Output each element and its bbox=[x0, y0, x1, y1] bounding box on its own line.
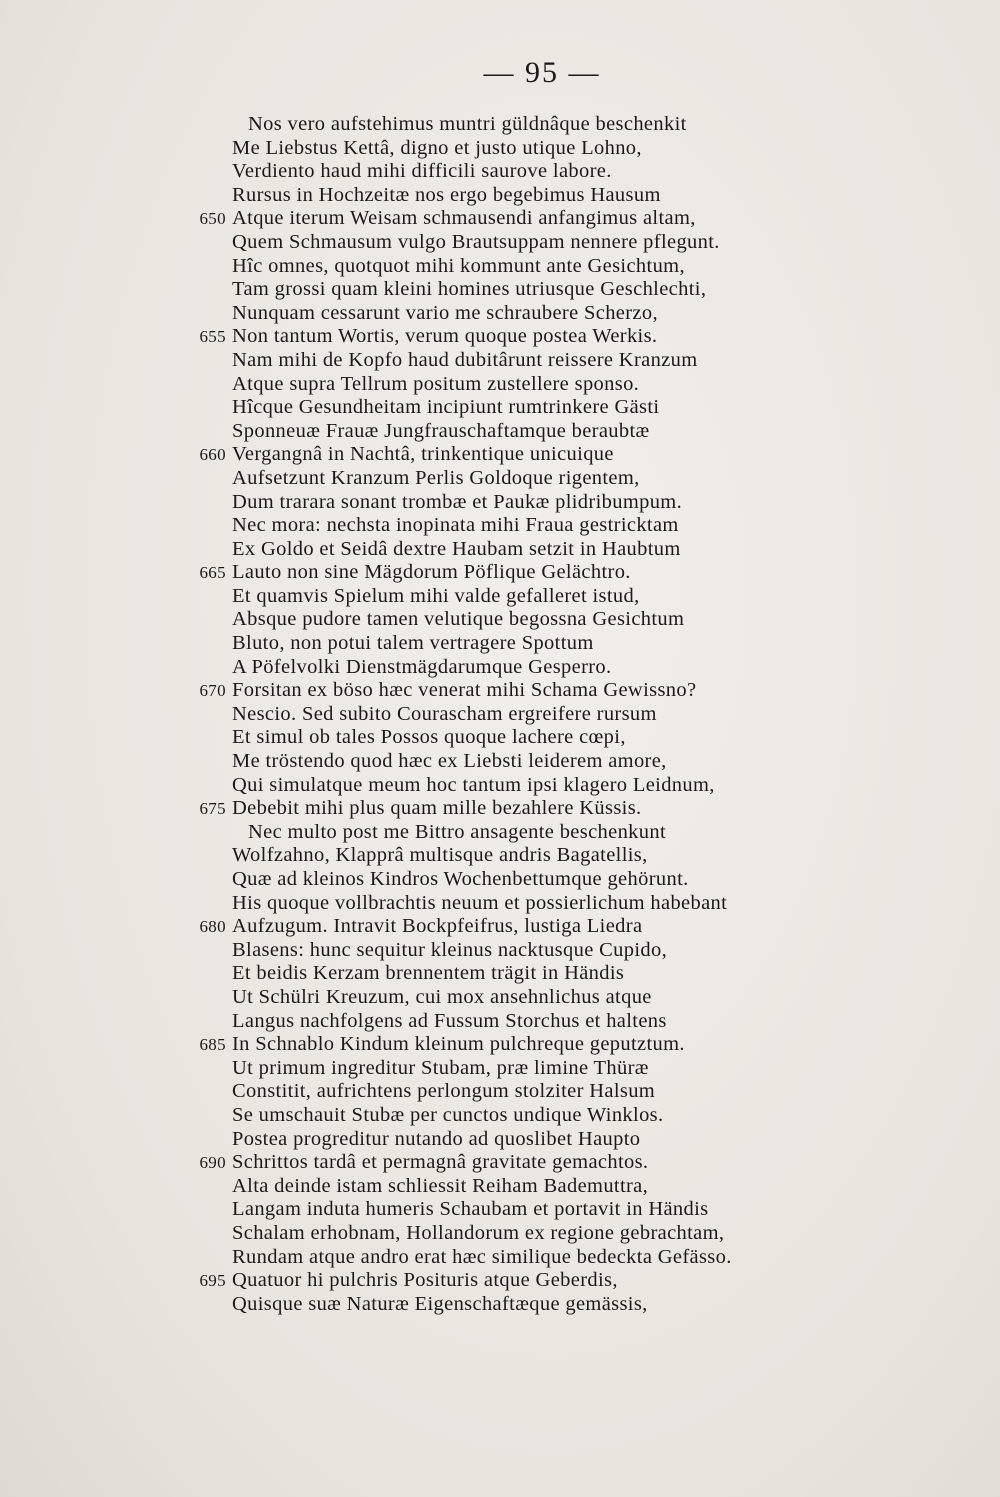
verse-text: Langus nachfolgens ad Fussum Storchus et haltens bbox=[232, 1009, 667, 1032]
poem-line bbox=[180, 160, 880, 184]
poem-line bbox=[180, 1293, 880, 1317]
poem-line bbox=[180, 538, 880, 562]
line-number: 665 bbox=[199, 563, 226, 583]
poem-line bbox=[180, 656, 880, 680]
verse-text: Ex Goldo et Seidâ dextre Haubam setzit in Haubtum bbox=[232, 537, 681, 560]
verse-text: Blasens: hunc sequitur kleinus nacktusque Cupido, bbox=[232, 938, 668, 961]
poem-line bbox=[180, 703, 880, 727]
verse-text: His quoque vollbrachtis neuum et possierlichum habebant bbox=[232, 891, 728, 914]
poem-line bbox=[180, 915, 880, 939]
verse-text: Nunquam cessarunt vario me schraubere Scherzo, bbox=[232, 301, 658, 324]
verse-text: Schrittos tardâ et permagnâ gravitate gemachtos. bbox=[232, 1151, 649, 1174]
poem-line bbox=[180, 137, 880, 161]
poem-line bbox=[180, 1198, 880, 1222]
poem-line bbox=[180, 774, 880, 798]
line-number: 695 bbox=[199, 1271, 226, 1291]
line-number: 655 bbox=[199, 327, 226, 347]
poem-body bbox=[180, 113, 880, 1316]
poem-line bbox=[180, 1128, 880, 1152]
verse-text: Absque pudore tamen velutique begossna Gesichtum bbox=[232, 608, 685, 631]
poem-line bbox=[180, 255, 880, 279]
verse-text: Quem Schmausum vulgo Brautsuppam nennere pflegunt. bbox=[232, 230, 720, 253]
line-number: 670 bbox=[199, 681, 226, 701]
verse-text: Forsitan ex böso hæc venerat mihi Schama Gewissno? bbox=[232, 679, 697, 702]
verse-text: Quisque suæ Naturæ Eigenschaftæque gemässis, bbox=[232, 1292, 648, 1315]
poem-line bbox=[180, 1033, 880, 1057]
poem-line bbox=[180, 939, 880, 963]
line-number: 680 bbox=[199, 917, 226, 937]
poem-line bbox=[180, 207, 880, 231]
verse-text: Et simul ob tales Possos quoque lachere cœpi, bbox=[232, 726, 626, 749]
page-number: — 95 — bbox=[483, 56, 601, 89]
poem-line bbox=[180, 1246, 880, 1270]
verse-text: Sponneuæ Frauæ Jungfrauschaftamque beraubtæ bbox=[232, 419, 650, 442]
poem-line bbox=[180, 750, 880, 774]
poem-line bbox=[180, 491, 880, 515]
verse-text: Et beidis Kerzam brennentem trägit in Händis bbox=[232, 962, 625, 985]
poem-line bbox=[180, 844, 880, 868]
verse-text: Schalam erhobnam, Hollandorum ex regione gebrachtam, bbox=[232, 1221, 725, 1244]
poem-line bbox=[180, 113, 880, 137]
poem-line bbox=[180, 868, 880, 892]
poem-line bbox=[180, 420, 880, 444]
verse-text: Nos vero aufstehimus muntri güldnâque beschenkit bbox=[248, 113, 687, 135]
verse-text: Hîcque Gesundheitam incipiunt rumtrinkere Gästi bbox=[232, 396, 660, 419]
verse-text: Aufsetzunt Kranzum Perlis Goldoque rigentem, bbox=[232, 466, 640, 489]
poem-line bbox=[180, 231, 880, 255]
verse-text: Bluto, non potui talem vertragere Spottum bbox=[232, 632, 594, 655]
poem-line bbox=[180, 797, 880, 821]
poem-line bbox=[180, 1222, 880, 1246]
verse-text: Postea progreditur nutando ad quoslibet Haupto bbox=[232, 1127, 641, 1150]
poem-line bbox=[180, 1269, 880, 1293]
poem-line bbox=[180, 679, 880, 703]
verse-text: Constitit, aufrichtens perlongum stolziter Halsum bbox=[232, 1080, 656, 1103]
verse-text: Me Liebstus Kettâ, digno et justo utique Lohno, bbox=[232, 136, 642, 159]
verse-text: Tam grossi quam kleini homines utriusque Geschlechti, bbox=[232, 278, 707, 301]
poem-line bbox=[180, 443, 880, 467]
verse-text: Nam mihi de Kopfo haud dubitârunt reissere Kranzum bbox=[232, 348, 698, 371]
verse-text: Langam induta humeris Schaubam et portavit in Händis bbox=[232, 1198, 709, 1221]
poem-line bbox=[180, 184, 880, 208]
poem-line bbox=[180, 585, 880, 609]
poem-line bbox=[180, 1080, 880, 1104]
poem-line bbox=[180, 892, 880, 916]
verse-text: Rundam atque andro erat hæc similique bedeckta Gefässo. bbox=[232, 1245, 732, 1268]
verse-text: Lauto non sine Mägdorum Pöflique Gelächtro. bbox=[232, 561, 631, 584]
poem-line bbox=[180, 1057, 880, 1081]
poem-line bbox=[180, 821, 880, 845]
verse-text: Debebit mihi plus quam mille bezahlere Küssis. bbox=[232, 797, 642, 820]
poem-line bbox=[180, 726, 880, 750]
line-number: 675 bbox=[199, 799, 226, 819]
poem-line bbox=[180, 632, 880, 656]
poem-line bbox=[180, 396, 880, 420]
verse-text: Alta deinde istam schliessit Reiham Bademuttra, bbox=[232, 1174, 649, 1197]
verse-text: Verdiento haud mihi difficili saurove labore. bbox=[232, 160, 612, 183]
poem-line bbox=[180, 302, 880, 326]
poem-line bbox=[180, 561, 880, 585]
verse-text: Rursus in Hochzeitæ nos ergo begebimus Hausum bbox=[232, 183, 661, 206]
poem-line bbox=[180, 1175, 880, 1199]
line-number: 690 bbox=[199, 1153, 226, 1173]
verse-text: Se umschauit Stubæ per cunctos undique Winklos. bbox=[232, 1103, 664, 1126]
verse-text: Wolfzahno, Klapprâ multisque andris Bagatellis, bbox=[232, 844, 648, 867]
poem-line bbox=[180, 373, 880, 397]
poem-line bbox=[180, 514, 880, 538]
poem-line bbox=[180, 1104, 880, 1128]
poem-line bbox=[180, 1151, 880, 1175]
verse-text: Hîc omnes, quotquot mihi kommunt ante Gesichtum, bbox=[232, 254, 685, 277]
verse-text: In Schnablo Kindum kleinum pulchreque geputztum. bbox=[232, 1033, 685, 1056]
verse-text: Ut primum ingreditur Stubam, præ limine Thüræ bbox=[232, 1056, 649, 1079]
verse-text: A Pöfelvolki Dienstmägdarumque Gesperro. bbox=[232, 655, 612, 678]
poem-line bbox=[180, 278, 880, 302]
verse-text: Vergangnâ in Nachtâ, trinkentique unicuique bbox=[232, 443, 614, 466]
line-number: 685 bbox=[199, 1035, 226, 1055]
verse-text: Ut Schülri Kreuzum, cui mox ansehnlichus atque bbox=[232, 985, 652, 1008]
verse-text: Dum trarara sonant trombæ et Paukæ plidribumpum. bbox=[232, 490, 683, 513]
verse-text: Aufzugum. Intravit Bockpfeifrus, lustiga Liedra bbox=[232, 915, 643, 938]
verse-text: Nec mora: nechsta inopinata mihi Fraua gestricktam bbox=[232, 514, 679, 537]
verse-text: Et quamvis Spielum mihi valde gefalleret istud, bbox=[232, 584, 640, 607]
verse-text: Atque iterum Weisam schmausendi anfangimus altam, bbox=[232, 207, 696, 230]
verse-text: Quæ ad kleinos Kindros Wochenbettumque gehörunt. bbox=[232, 868, 689, 890]
verse-text: Me tröstendo quod hæc ex Liebsti leiderem amore, bbox=[232, 750, 667, 773]
verse-text: Atque supra Tellrum positum zustellere sponso. bbox=[232, 372, 640, 395]
poem-line bbox=[180, 608, 880, 632]
verse-text: Quatuor hi pulchris Posituris atque Geberdis, bbox=[232, 1269, 618, 1292]
verse-text: Nescio. Sed subito Courascham ergreifere rursum bbox=[232, 702, 657, 725]
verse-text: Non tantum Wortis, verum quoque postea Werkis. bbox=[232, 325, 658, 348]
poem-line bbox=[180, 1010, 880, 1034]
poem-line bbox=[180, 325, 880, 349]
poem-line bbox=[180, 986, 880, 1010]
poem-line bbox=[180, 467, 880, 491]
line-number: 660 bbox=[199, 445, 226, 465]
verse-text: Nec multo post me Bittro ansagente beschenkunt bbox=[248, 820, 667, 843]
verse-text: Qui simulatque meum hoc tantum ipsi klagero Leidnum, bbox=[232, 773, 715, 796]
line-number: 650 bbox=[199, 209, 226, 229]
poem-line bbox=[180, 962, 880, 986]
poem-line bbox=[180, 349, 880, 373]
